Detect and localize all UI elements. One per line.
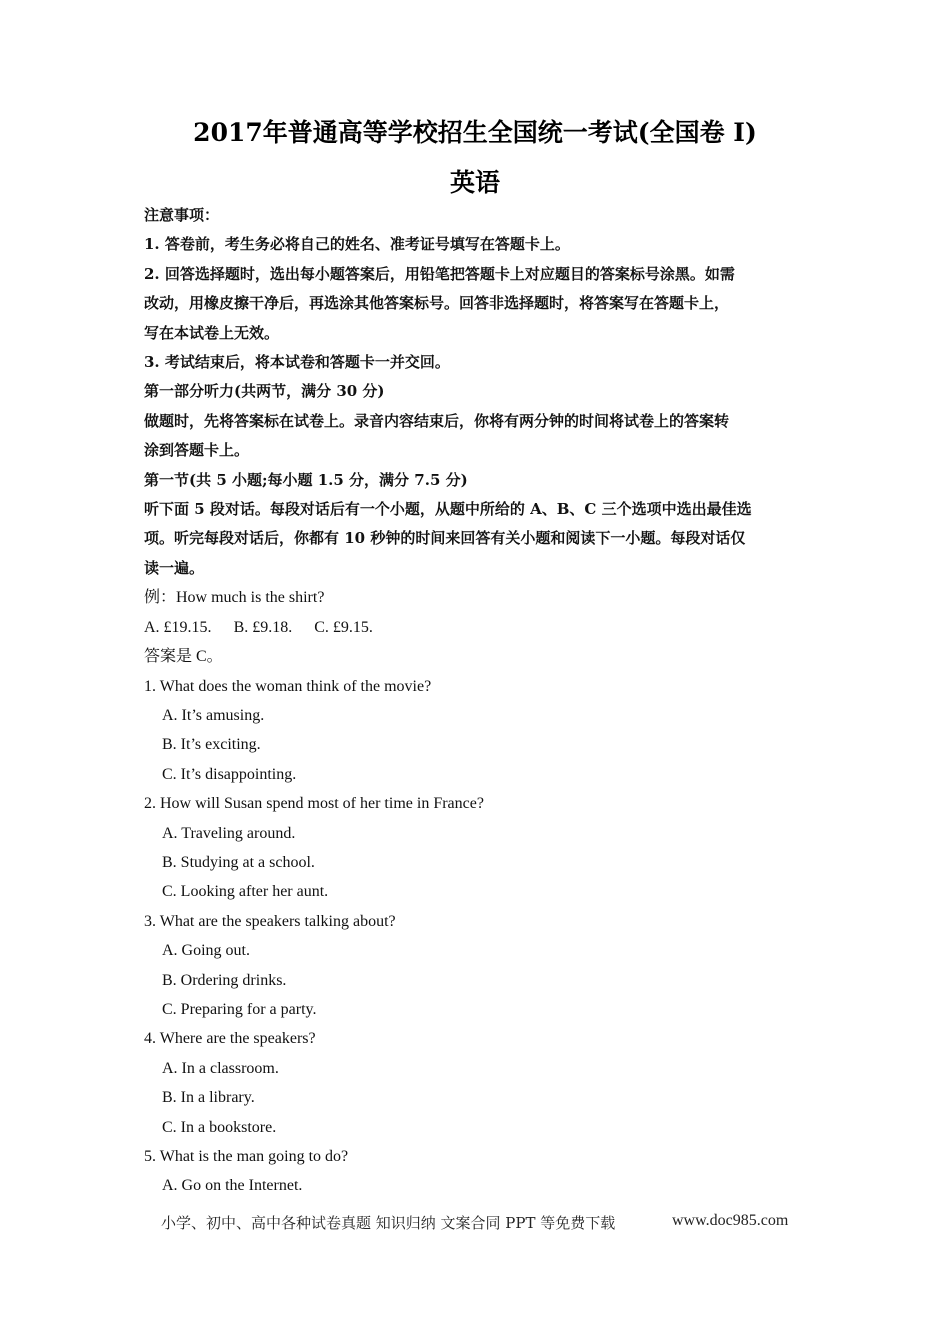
answer-option: A. In a classroom. [162, 1059, 279, 1077]
example-option: B. £9.18. [233, 618, 293, 636]
example-answer: 答案是 C。 [144, 648, 223, 666]
example-option: A. £19.15. [144, 618, 212, 636]
notice-item: 3. 考试结束后，将本试卷和答题卡一并交回。 [144, 353, 450, 372]
footer-url: www.doc985.com [672, 1212, 789, 1229]
section1-heading: 第一节(共 5 小题;每小题 1.5 分，满分 7.5 分) [144, 470, 468, 489]
answer-option: C. Preparing for a party. [162, 1000, 317, 1018]
exam-content [144, 201, 806, 1201]
example-options [144, 613, 806, 642]
notice-item: 1. 答卷前，考生务必将自己的姓名、准考证号填写在答题卡上。 [144, 235, 570, 254]
question-text: 3. What are the speakers talking about? [144, 912, 396, 930]
answer-option: C. In a bookstore. [162, 1118, 277, 1136]
notice-item: 写在本试卷上无效。 [144, 323, 280, 342]
notice-item: 2. 回答选择题时，选出每小题答案后，用铅笔把答题卡上对应题目的答案标号涂黑。如需 [144, 264, 735, 283]
answer-option: A. Go on the Internet. [162, 1177, 303, 1195]
answer-option: B. Ordering drinks. [162, 971, 287, 989]
section1-instruction: 听下面 5 段对话。每段对话后有一个小题，从题中所给的 A、B、C 三个选项中选出最佳选 [144, 500, 752, 519]
answer-option: B. In a library. [162, 1089, 255, 1107]
question-text: 4. Where are the speakers? [144, 1030, 316, 1048]
subject-title: 英语 [449, 168, 500, 197]
section1-instruction: 读一遍。 [144, 558, 205, 577]
answer-option: A. Going out. [162, 942, 250, 960]
answer-option: A. It’s amusing. [162, 706, 265, 724]
answer-option: B. It’s exciting. [162, 736, 261, 754]
footer-text: 小学、初中、高中各种试卷真题 知识归纳 文案合同 PPT 等免费下载 [161, 1214, 616, 1232]
answer-option: A. Traveling around. [162, 824, 296, 842]
notice-heading: 注意事项： [144, 206, 220, 224]
section1-instruction: 项。听完每段对话后，你都有 10 秒钟的时间来回答有关小题和阅读下一小题。每段对话仅 [144, 529, 746, 548]
example-question: 例：How much is the shirt? [144, 589, 325, 607]
part1-heading: 第一部分听力(共两节，满分 30 分) [144, 382, 385, 401]
question-text: 5. What is the man going to do? [144, 1148, 349, 1165]
answer-option: C. Looking after her aunt. [162, 883, 329, 901]
question-text: 1. What does the woman think of the movie? [144, 677, 432, 695]
notice-item: 改动，用橡皮擦干净后，再选涂其他答案标号。回答非选择题时，将答案写在答题卡上， [144, 294, 730, 313]
example-option: C. £9.15. [314, 618, 373, 636]
question-text: 2. How will Susan spend most of her time in France? [144, 795, 484, 813]
exam-title: 2017年普通高等学校招生全国统一考试(全国卷 I) [193, 118, 757, 147]
part1-instruction: 做题时，先将答案标在试卷上。录音内容结束后，你将有两分钟的时间将试卷上的答案转 [144, 411, 730, 430]
answer-option: C. It’s disappointing. [162, 765, 297, 783]
answer-option: B. Studying at a school. [162, 853, 315, 871]
part1-instruction: 涂到答题卡上。 [144, 441, 250, 460]
